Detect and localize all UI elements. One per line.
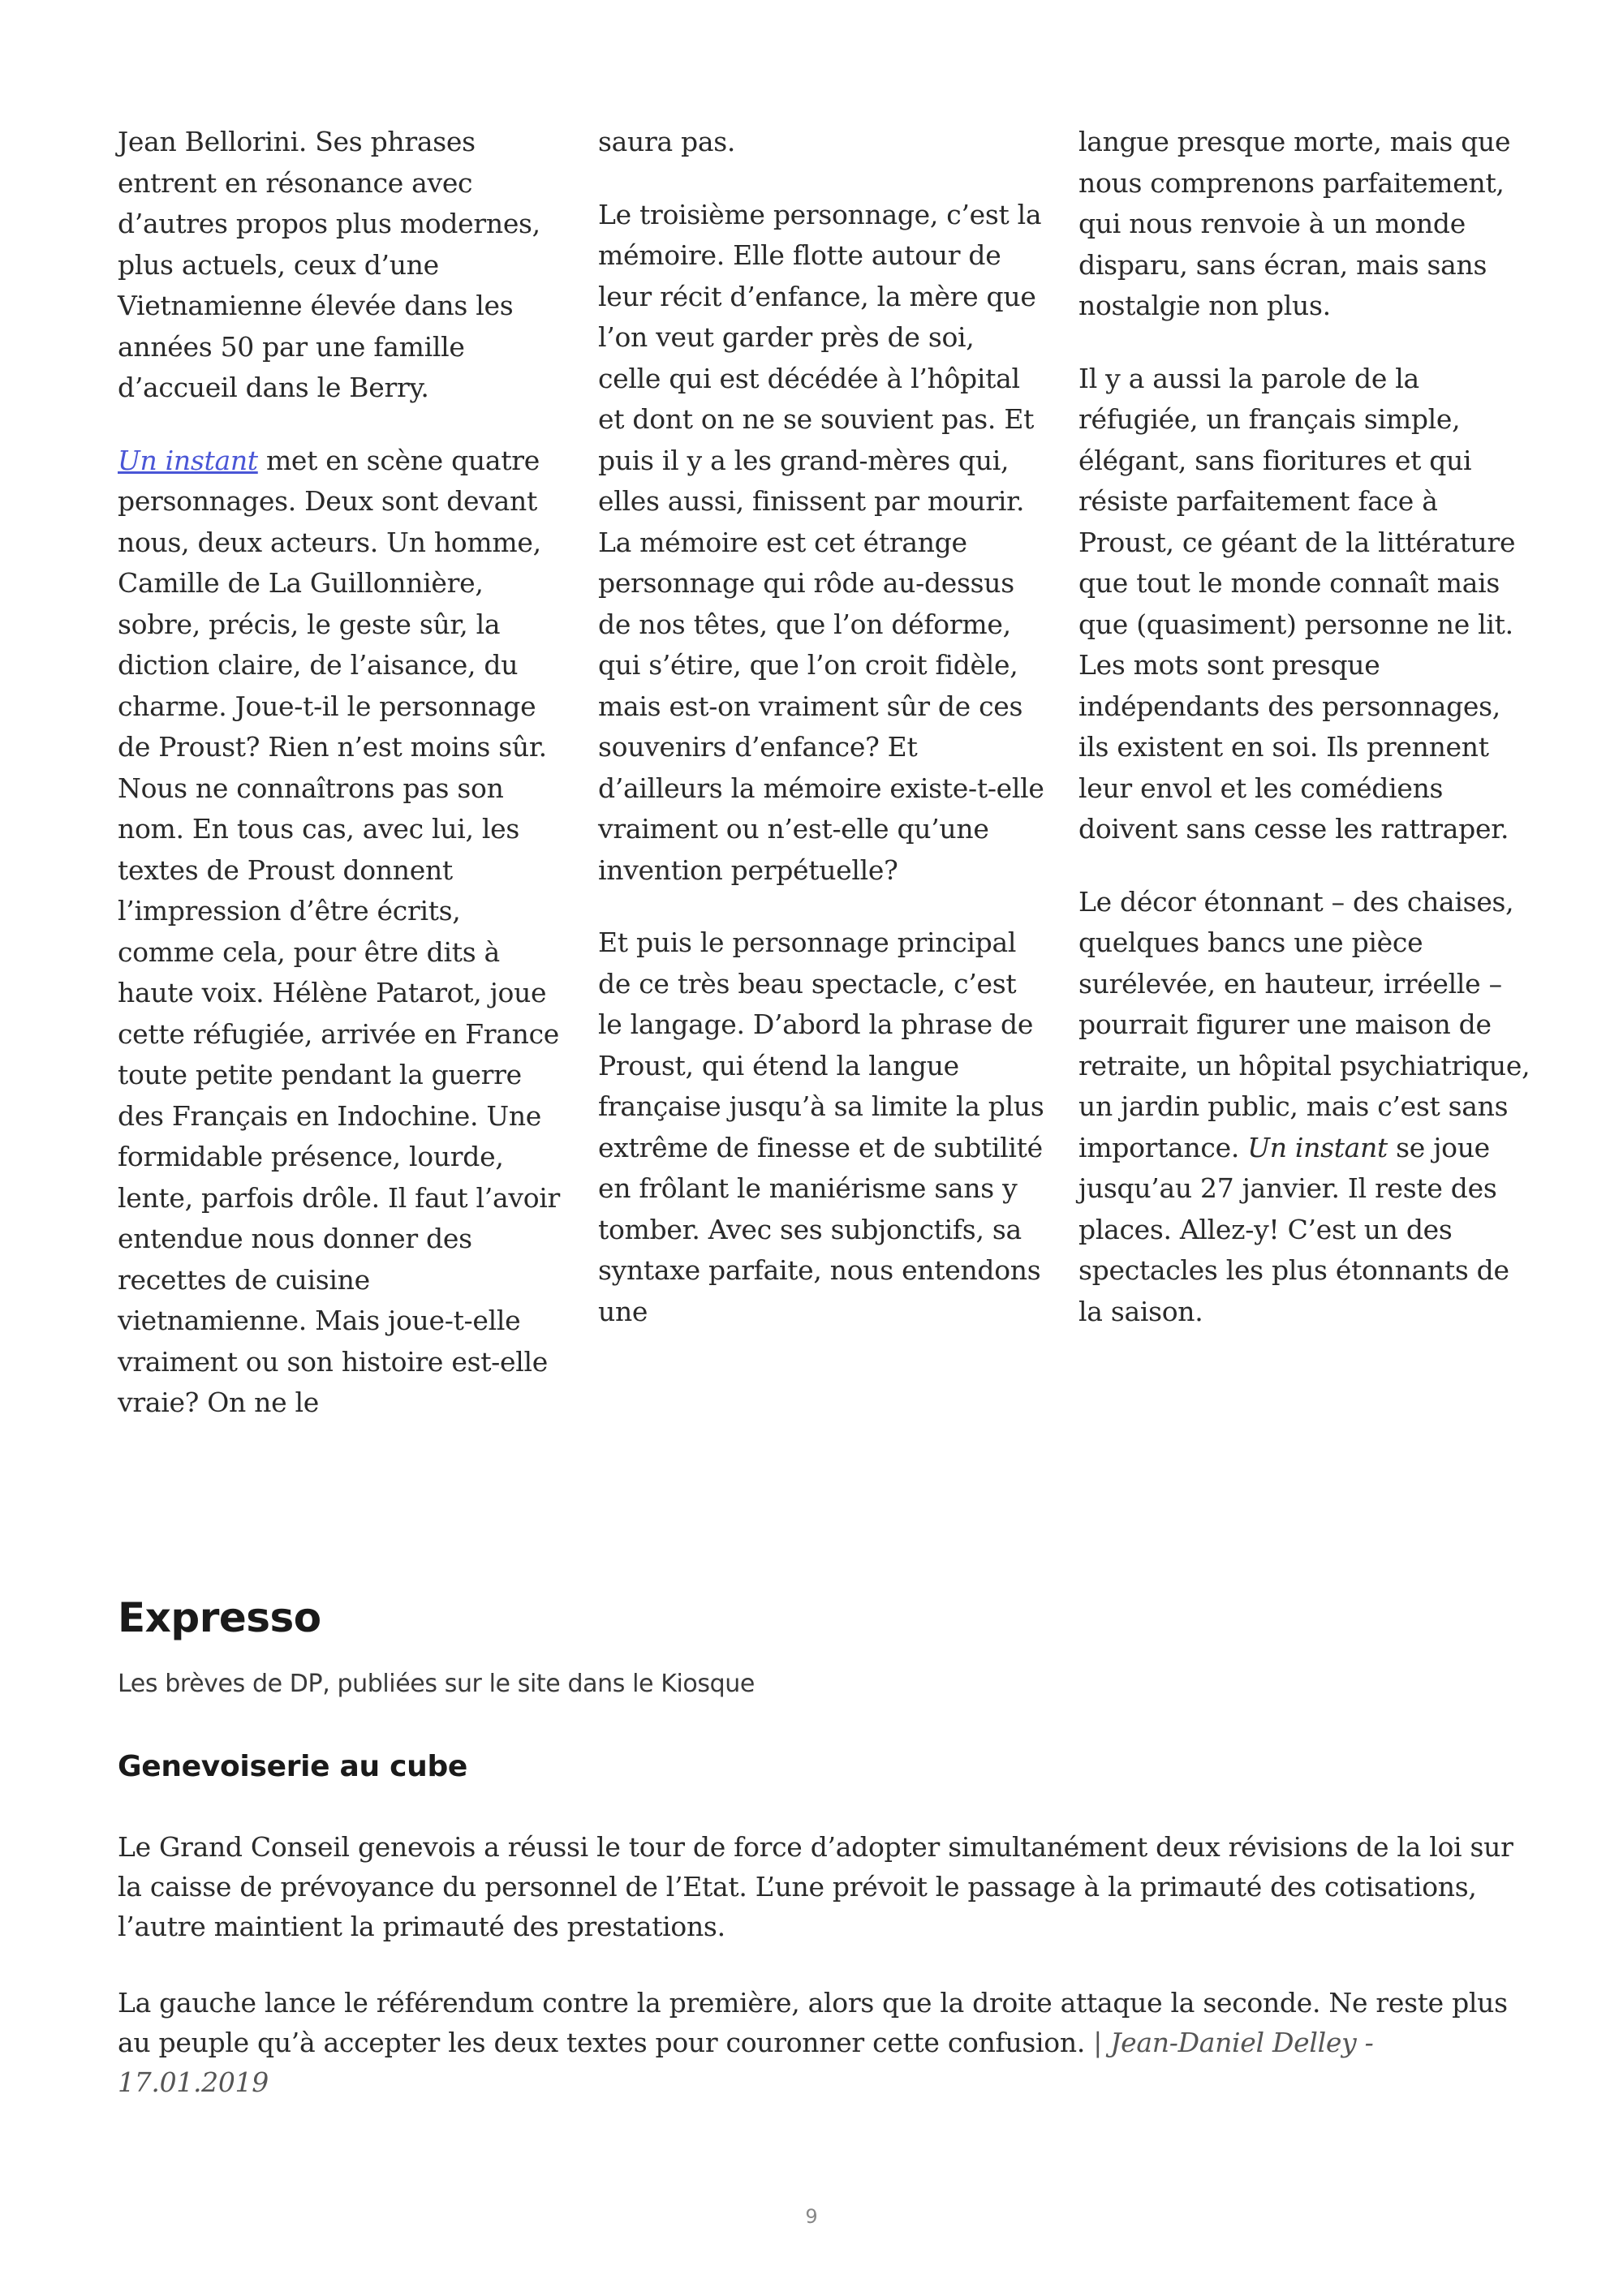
section-subtitle: Les brèves de DP, publiées sur le site dans le Kiosque	[118, 1670, 755, 1698]
article-column-2	[598, 122, 1044, 1424]
paragraph: Le Grand Conseil genevois a réussi le tour de force d’adopter simultanément deux révisions de la loi sur la caisse de prévoyance du personnel de l’Etat. L’une prévoit le passage à la primauté des cotisations, l’autre maintient la primauté des prestations.	[118, 1831, 1513, 1942]
paragraph: langue presque morte, mais que nous comprenons parfaitement, qui nous renvoie à un monde disparu, sans écran, mais sans nostalgie non plus.	[1078, 126, 1511, 321]
paragraph: Il y a aussi la parole de la réfugiée, un français simple, élégant, sans fioritures et qui résiste parfaitement face à Proust, ce géant de la littérature que tout le monde connaît mais que (quasiment) personne ne lit. Les mots sont presque indépendants des personnages, ils existent en soi. Ils prennent leur envol et les comédiens doivent sans cesse les rattraper.	[1078, 362, 1516, 845]
article-columns	[118, 122, 1530, 1424]
paragraph: Et puis le personnage principal de ce très beau spectacle, c’est le langage. D’abord la phrase de Proust, qui étend la langue française jusqu’à sa limite la plus extrême de finesse et de subtilité en frôlant le maniérisme sans y tomber. Avec ses subjonctifs, sa syntaxe parfaite, nous entendons une	[598, 927, 1044, 1327]
paragraph	[1078, 882, 1533, 1333]
paragraph-text: met en scène quatre personnages. Deux sont devant nous, deux acteurs. Un homme, Camille de La Guillonnière, sobre, précis, le geste sûr, la diction claire, de l’aisance, du charme. Joue-t-il le personnage de Proust? Rien n’est moins sûr. Nous ne connaîtrons pas son nom. En tous cas, avec lui, les textes de Proust donnent l’impression d’être écrits, comme cela, pour être dits à haute voix. Hélène Patarot, joue cette réfugiée, arrivée en France toute petite pendant la guerre des Français en Indochine. Une formidable présence, lourde, lente, parfois drôle. Il faut l’avoir entendue nous donner des recettes de cuisine vietnamienne. Mais joue-t-elle vraiment ou son histoire est-elle vraie? On ne le	[118, 444, 561, 1418]
section-title: Expresso	[118, 1594, 321, 1641]
paragraph-text: Le décor étonnant – des chaises, quelques bancs une pièce surélevée, en hauteur, irréelle – pourrait figurer une maison de retraite, un hôpital psychiatrique, un jardin public, mais c’est sans importance.	[1078, 885, 1530, 1163]
article-column-3	[1078, 122, 1533, 1424]
brief-body	[118, 1827, 1513, 2139]
paragraph	[118, 441, 564, 1424]
play-title: Un instant	[1247, 1131, 1388, 1163]
paragraph: Jean Bellorini. Ses phrases entrent en résonance avec d’autres propos plus modernes, plus actuels, ceux d’une Vietnamienne élevée dans les années 50 par une famille d’accueil dans le Berry.	[118, 126, 540, 403]
brief-title: Genevoiserie au cube	[118, 1750, 468, 1783]
paragraph-text: La gauche lance le référendum contre la première, alors que la droite attaque la seconde. Ne reste plus au peuple qu’à accepter les deux textes pour couronner cette confusion.	[118, 1987, 1508, 2058]
un-instant-link[interactable]: Un instant	[118, 444, 258, 476]
paragraph: Le troisième personnage, c’est la mémoire. Elle flotte autour de leur récit d’enfance, la mère que l’on veut garder près de soi, celle qui est décédée à l’hôpital et dont on ne se souvient pas. Et puis il y a les grand-mères qui, elles aussi, finissent par mourir. La mémoire est cet étrange personnage qui rôde au-dessus de nos têtes, que l’on déforme, qui s’étire, que l’on croit fidèle, mais est-on vraiment sûr de ces souvenirs d’enfance? Et d’ailleurs la mémoire existe-t-elle vraiment ou n’est-elle qu’une invention perpétuelle?	[598, 198, 1044, 886]
paragraph-text: se joue jusqu’au 27 janvier. Il reste des places. Allez-y! C’est un des spectacles les plus étonnants de la saison.	[1078, 1131, 1509, 1327]
article-column-1	[118, 122, 564, 1424]
paragraph	[118, 1983, 1513, 2102]
paragraph: saura pas.	[598, 126, 736, 157]
page-number: 9	[805, 2205, 818, 2228]
byline: | Jean-Daniel Delley - 17.01.2019	[118, 2027, 1374, 2098]
